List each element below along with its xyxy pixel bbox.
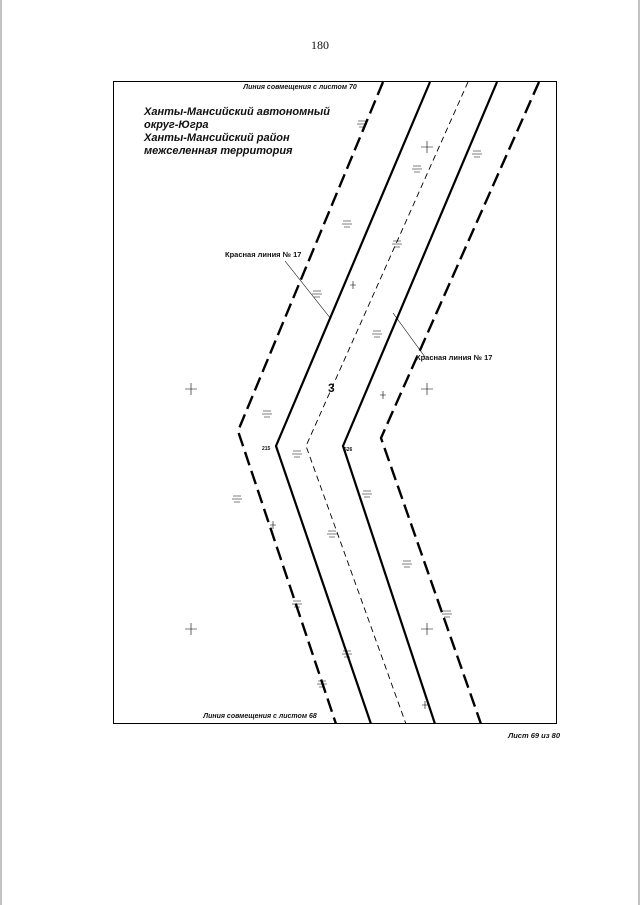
red-line-label: Красная линия № 17 xyxy=(416,353,493,362)
reference-cross xyxy=(421,623,433,635)
corridor-axis xyxy=(306,82,468,724)
boundary-right-dashed xyxy=(381,82,539,724)
bottom-match-line-caption: Линия совмещения с листом 68 xyxy=(203,713,317,720)
region-line: округ-Югра xyxy=(144,119,209,131)
red-line-left xyxy=(276,82,430,724)
reference-cross xyxy=(185,383,197,395)
point-label: 215 xyxy=(262,446,271,452)
region-line: Ханты-Мансийский район xyxy=(144,132,290,144)
page-number: 180 xyxy=(311,38,329,52)
reference-crosses xyxy=(185,141,433,635)
region-line: межселенная территория xyxy=(144,145,293,157)
region-label xyxy=(144,106,374,158)
point-label: 526 xyxy=(344,447,353,453)
section-mark: 3 xyxy=(328,381,335,395)
reference-cross xyxy=(421,383,433,395)
reference-cross xyxy=(185,623,197,635)
sheet-label: Лист 69 из 80 xyxy=(508,731,560,740)
red-line-right xyxy=(343,82,497,724)
scan-edge-left xyxy=(0,0,2,905)
leader-line-2 xyxy=(393,313,425,357)
red-line-label: Красная линия № 17 xyxy=(225,250,302,259)
corridor-map xyxy=(113,81,557,724)
top-match-line-caption: Линия совмещения с листом 70 xyxy=(243,84,357,91)
region-line: Ханты-Мансийский автономный xyxy=(144,106,330,118)
reference-cross xyxy=(421,141,433,153)
leader-line-1 xyxy=(285,261,331,319)
